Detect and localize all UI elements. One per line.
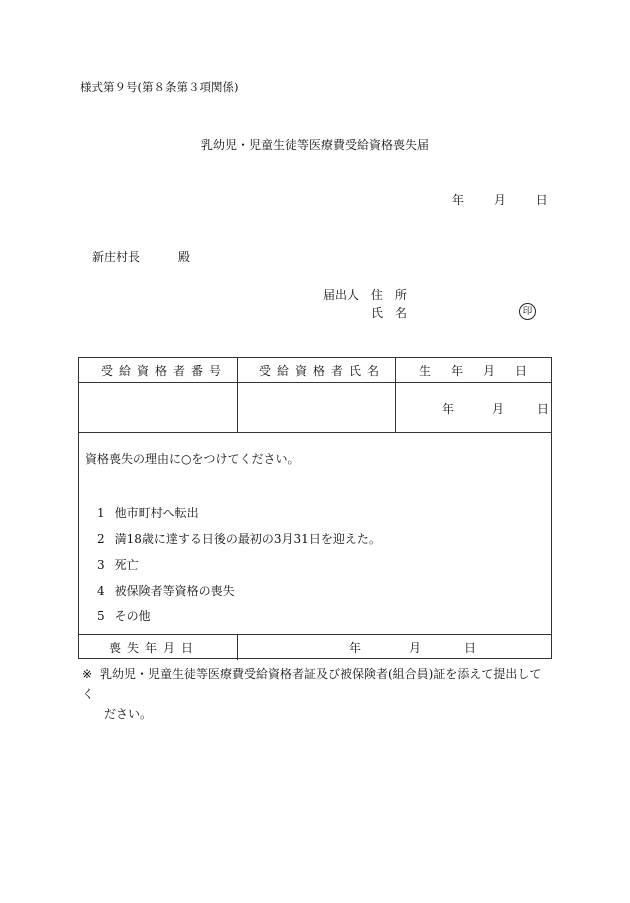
applicant-label: 届出人: [323, 288, 360, 302]
loss-day-label: 日: [464, 641, 477, 655]
birth-day-label: 日: [537, 402, 550, 416]
month-label: 月: [493, 193, 506, 207]
reason-number: 4: [97, 584, 105, 598]
reason-text: 他市町村へ転出: [114, 506, 199, 520]
reason-prompt: 資格喪失の理由に○をつけてください。: [85, 452, 300, 466]
recipient-honorific: 殿: [178, 250, 191, 264]
reason-text: その他: [114, 609, 151, 623]
address-label: 住 所: [370, 288, 407, 302]
form-number: 様式第９号(第８条第３項関係): [80, 80, 239, 94]
birth-year-label: 年: [442, 402, 455, 416]
reason-item: [97, 507, 199, 519]
loss-month-label: 月: [409, 641, 422, 655]
reason-text: 満18歳に達する日後の最初の3月31日を迎えた。: [114, 532, 381, 546]
applicant-name-label: 氏 名: [371, 306, 408, 320]
recipient-name: 新庄村長: [92, 250, 141, 264]
footnote-text: 乳幼児・児童生徒等医療費受給資格者証及び被保険者(組合員)証を添えて提出してく: [82, 667, 542, 701]
reason-item: [97, 533, 381, 545]
submission-date: [452, 194, 548, 206]
day-label: 日: [535, 193, 548, 207]
loss-date-label: 喪失年月日: [109, 641, 200, 655]
application-table: [78, 357, 552, 659]
header-recipient-name: 受給資格者氏名: [259, 364, 386, 378]
reason-number: 5: [97, 609, 105, 623]
recipient-line: [92, 251, 190, 263]
birth-month-label: 月: [492, 402, 505, 416]
reason-item: [97, 585, 235, 597]
reason-text: 死亡: [114, 558, 139, 572]
footnote: [82, 664, 552, 724]
loss-year-label: 年: [349, 641, 362, 655]
header-birth-date: 生 年 月 日: [419, 364, 532, 378]
reason-number: 2: [97, 532, 105, 546]
applicant-address-line: [323, 289, 407, 301]
reason-text: 被保険者等資格の喪失: [114, 584, 235, 598]
seal-icon: 印: [519, 303, 536, 320]
header-recipient-number: 受給資格者番号: [101, 364, 228, 378]
reason-number: 3: [97, 558, 105, 572]
year-label: 年: [452, 193, 465, 207]
reason-item: [97, 610, 151, 622]
footnote-line1: [82, 664, 552, 704]
reason-number: 1: [97, 506, 105, 520]
footnote-line2: ださい。: [104, 707, 153, 721]
footnote-mark: ※: [82, 667, 93, 681]
document-title: 乳幼児・児童生徒等医療費受給資格喪失届: [200, 138, 429, 152]
reason-item: [97, 559, 139, 571]
